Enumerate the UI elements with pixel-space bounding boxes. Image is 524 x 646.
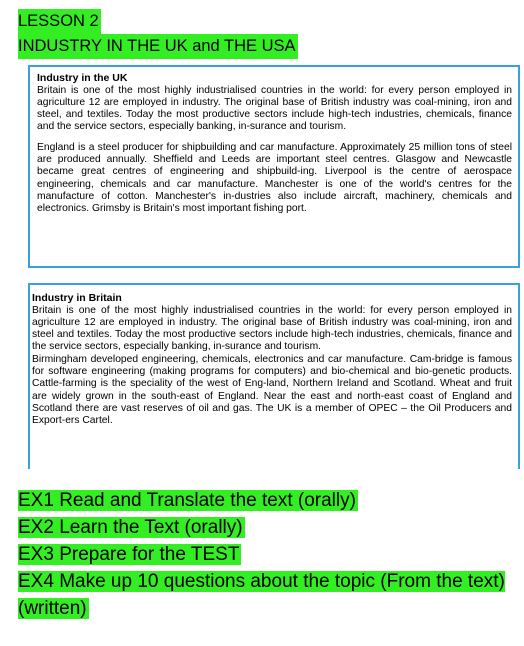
box-heading: Industry in Britain [32, 292, 122, 304]
paragraph: Britain is one of the most highly industrialised countries in the world: for every person employed in agriculture 12 are employed in industry. The original base of British industry was coal-mining, iron and steel, and textiles. Today the most productive sectors include high-tech industries, chemicals, finance and the service sectors, especially banking, in-surance and tourism. [37, 84, 512, 133]
exercise-item: EX3 Prepare for the TEST [18, 544, 240, 565]
exercise-item: EX4 Make up 10 questions about the topic (From the text) (written) [18, 571, 505, 619]
paragraph: England is a steel producer for shipbuilding and car manufacture. Approximately 25 million tons of steel are produced annually. Sheffield and Leeds are important steel centres. Glasgow and Newcastle became great centres of engineering and shipbuild-ing. Liverpool is the centre of aerospace engineering, chemicals and car manufacture. Manchester is one of the world's centres for the manufacture of cotton. Manchester's in-dustries also include aircraft, machinery, chemicals and electronics. Grimsby is Britain's most important fishing port. [37, 141, 512, 215]
exercise-list [18, 487, 524, 622]
paragraph: Britain is one of the most highly industrialised countries in the world: for every person employed in agriculture 12 are employed in industry. The original base of British industry was coal-mining, iron and steel and textiles. Today the most productive sectors include high-tech industries, chemicals, finance and the service sectors, especially banking, in-surance and tourism. [32, 304, 512, 353]
paragraph: Birmingham developed engineering, chemicals, electronics and car manufacture. Cam-bridge is famous for software engineering (making programs for computers) and bio-chemical and bio-genetic products. Cattle-farming is the speciality of the west of Eng-land, Northern Ireland and Scotland. Wheat and fruit are widely grown in the south-east of England. Near the east and north-east coast of England and Scotland there are vast reserves of oil and gas. The UK is a member of OPEC – the Oil Producers and Export-ers Cartel. [32, 353, 512, 427]
lesson-header [18, 9, 300, 59]
text-box-industry-in-the-uk [28, 65, 520, 268]
box-heading: Industry in the UK [37, 72, 128, 84]
lesson-number: LESSON 2 [18, 9, 101, 34]
exercise-item: EX1 Read and Translate the text (orally) [18, 490, 356, 511]
lesson-title: INDUSTRY IN THE UK and THE USA [18, 34, 298, 59]
exercise-item: EX2 Learn the Text (orally) [18, 517, 243, 538]
text-box-industry-in-britain [28, 283, 520, 469]
